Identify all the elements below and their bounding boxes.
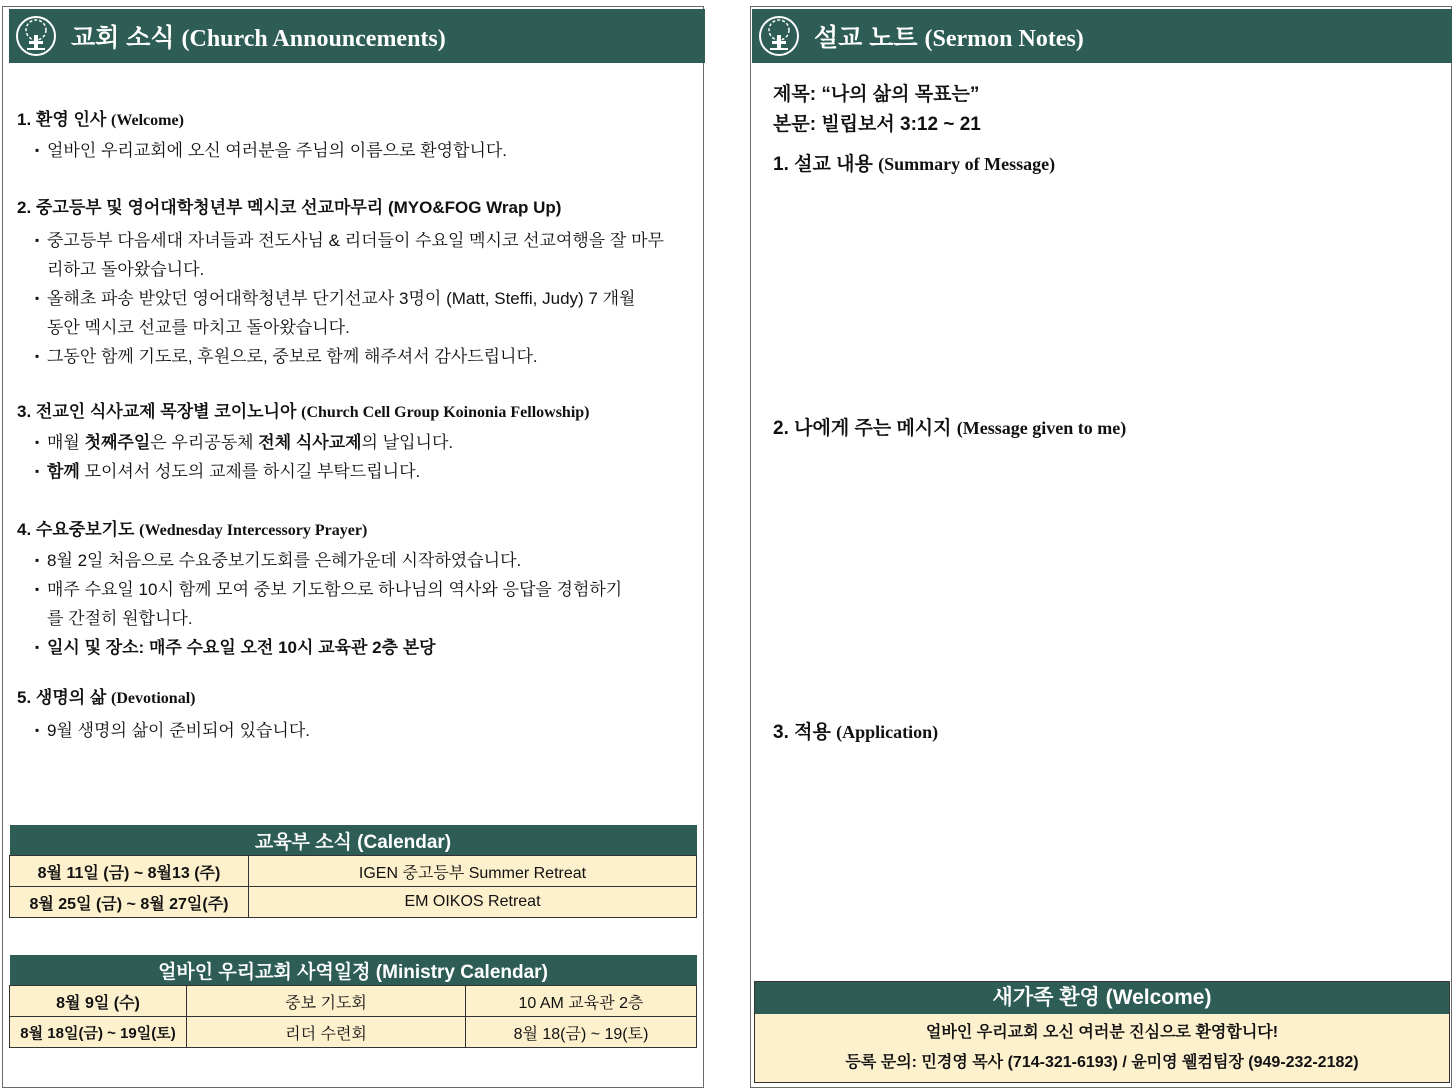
sermon-scripture: 본문: 빌립보서 3:12 ~ 21 — [773, 114, 981, 135]
bullet-item: ▪ 매주 수요일 10시 함께 모여 중보 기도함으로 하나님의 역사와 응답을 경험하기를 간절히 원합니다. — [17, 575, 627, 633]
church-tree-logo-icon — [758, 15, 800, 57]
table-row — [10, 1017, 697, 1048]
registration-contact: 등록 문의: 민경영 목사 (714-321-6193) / 윤미영 웰컴팀장 (949-232-2182) — [845, 1054, 1359, 1071]
sermon-header — [752, 9, 1452, 63]
new-family-welcome-box — [754, 981, 1450, 1083]
bullet-item: ▪ 9월 생명의 삶이 준비되어 있습니다. — [17, 716, 687, 745]
calendar-detail: 8월 18(금) ~ 19(토) — [466, 1017, 697, 1048]
sermon-section-application: 3. 적용 (Application) — [773, 722, 939, 743]
announcement-mission-wrapup — [17, 193, 687, 371]
church-tree-logo-icon — [15, 15, 57, 57]
calendar-detail: 10 AM 교육관 2층 — [466, 986, 697, 1017]
calendar-event: EM OIKOS Retreat — [249, 887, 697, 918]
education-calendar-title: 교육부 소식 (Calendar) — [10, 825, 697, 856]
announcement-devotional — [17, 683, 687, 745]
bullet-item: ▪ 얼바인 우리교회에 오신 여러분을 주님의 이름으로 환영합니다. — [17, 136, 687, 165]
announcements-title: 교회 소식 (Church Announcements) — [71, 24, 446, 52]
announcement-title: 4. 수요중보기도 (Wednesday Intercessory Prayer) — [17, 520, 368, 539]
announcement-title: 1. 환영 인사 (Welcome) — [17, 110, 184, 129]
announcement-title: 2. 중고등부 및 영어대학청년부 멕시코 선교마무리 (MYO&FOG Wrap Up) — [17, 198, 562, 217]
calendar-event: 리더 수련회 — [187, 1017, 466, 1048]
bullet-item: ▪ 함께 모이셔서 성도의 교제를 하시길 부탁드립니다. — [17, 457, 687, 486]
bullet-item: ▪ 일시 및 장소: 매주 수요일 오전 10시 교육관 2층 본당 — [17, 633, 687, 662]
announcement-title: 3. 전교인 식사교제 목장별 코이노니아 (Church Cell Group Koinonia Fellowship) — [17, 402, 590, 421]
ministry-calendar-title: 얼바인 우리교회 사역일정 (Ministry Calendar) — [10, 955, 697, 986]
table-row — [10, 856, 697, 887]
sermon-section-summary: 1. 설교 내용 (Summary of Message) — [773, 154, 1056, 175]
bullet-item: ▪ 그동안 함께 기도로, 후원으로, 중보로 함께 해주셔서 감사드립니다. — [17, 342, 687, 371]
announcements-header — [9, 9, 705, 63]
welcome-body — [755, 1014, 1449, 1082]
bullet-item: ▪ 올해초 파송 받았던 영어대학청년부 단기선교사 3명이 (Matt, Steffi, Judy) 7 개월동안 멕시코 선교를 마치고 돌아왔습니다. — [17, 284, 647, 342]
ministry-calendar-table — [9, 955, 697, 1048]
calendar-date: 8월 18일(금) ~ 19일(토) — [10, 1017, 187, 1048]
bullet-item: ▪ 중고등부 다음세대 자녀들과 전도사님 & 리더들이 수요일 멕시코 선교여행을 잘 마무리하고 돌아왔습니다. — [17, 226, 667, 284]
announcements-panel — [2, 6, 704, 1088]
announcement-prayer — [17, 515, 687, 662]
announcement-koinonia — [17, 397, 687, 486]
table-row — [10, 986, 697, 1017]
calendar-date: 8월 9일 (수) — [10, 986, 187, 1017]
calendar-date: 8월 11일 (금) ~ 8월13 (주) — [10, 856, 249, 887]
education-calendar-table — [9, 825, 697, 918]
calendar-event: IGEN 중고등부 Summer Retreat — [249, 856, 697, 887]
announcement-title: 5. 생명의 삶 (Devotional) — [17, 688, 196, 707]
bullet-item: ▪ 매월 첫째주일은 우리공동체 전체 식사교제의 날입니다. — [17, 428, 687, 457]
table-row — [10, 887, 697, 918]
bullet-item: ▪ 8월 2일 처음으로 수요중보기도회를 은혜가운데 시작하였습니다. — [17, 546, 687, 575]
sermon-title-header: 설교 노트 (Sermon Notes) — [814, 24, 1084, 52]
calendar-event: 중보 기도회 — [187, 986, 466, 1017]
sermon-title: 제목: “나의 삶의 목표는” — [773, 84, 980, 105]
welcome-title: 새가족 환영 (Welcome) — [755, 982, 1449, 1014]
calendar-date: 8월 25일 (금) ~ 8월 27일(주) — [10, 887, 249, 918]
sermon-notes-panel — [750, 6, 1452, 1088]
sermon-section-message: 2. 나에게 주는 메시지 (Message given to me) — [773, 418, 1127, 439]
announcement-welcome — [17, 105, 687, 165]
welcome-message: 얼바인 우리교회 오신 여러분 진심으로 환영합니다! — [925, 1024, 1279, 1041]
